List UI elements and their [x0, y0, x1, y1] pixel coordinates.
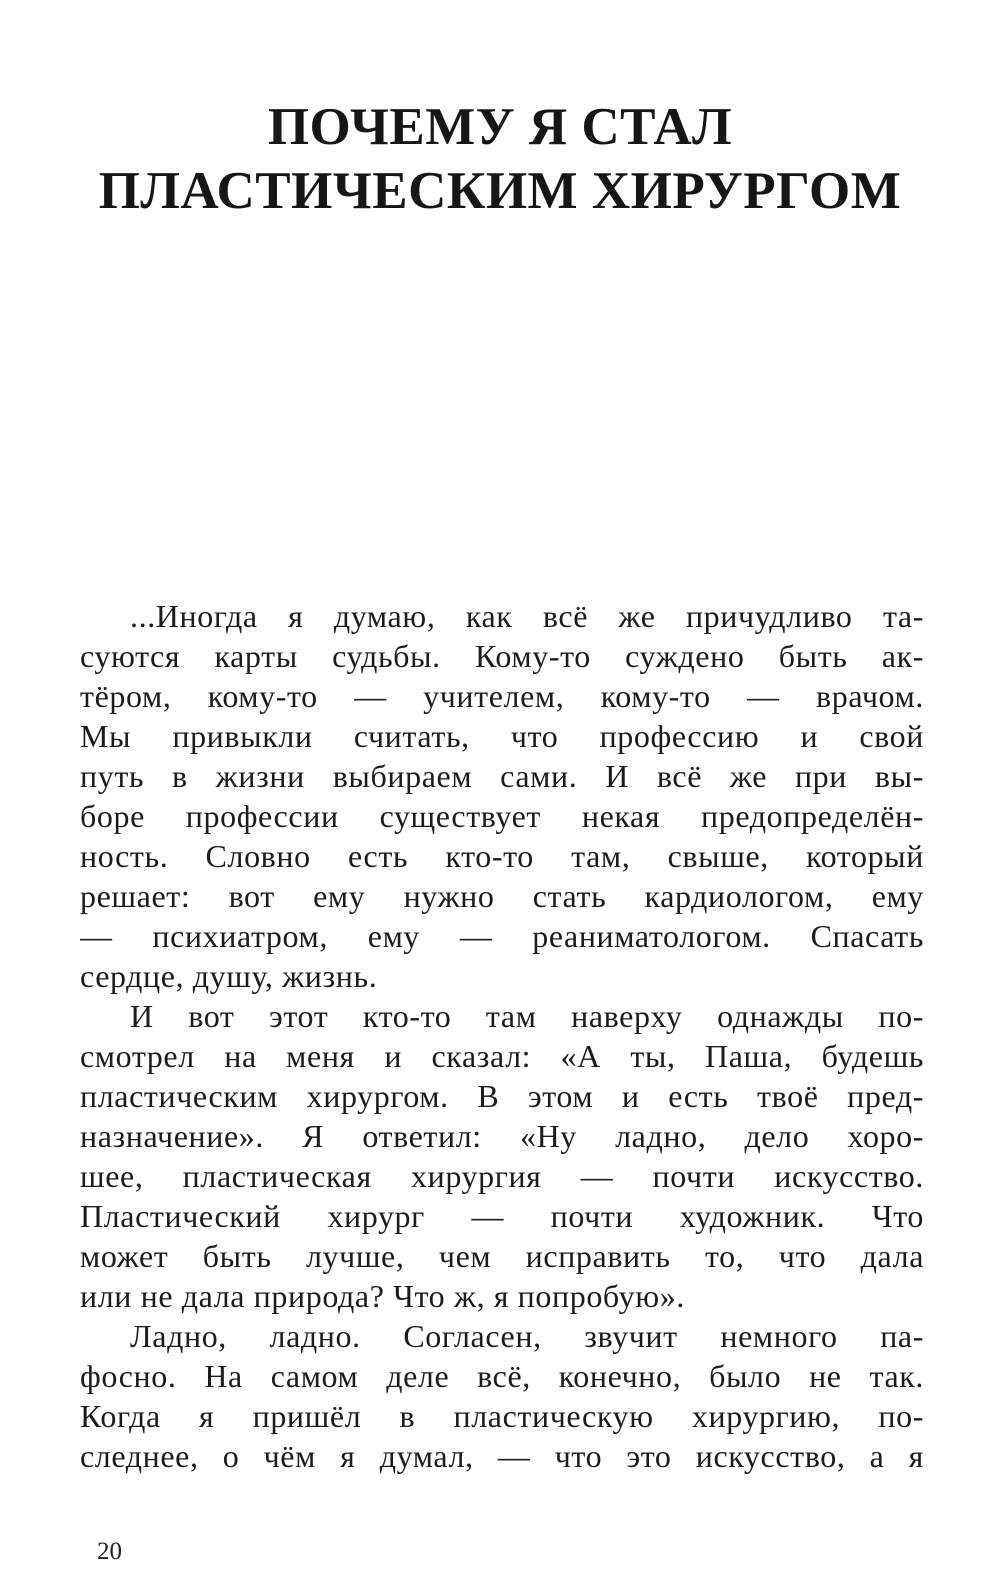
text-line: ность. Словно есть кто-то там, свыше, который: [80, 838, 924, 874]
text-line: И вот этот кто-то там наверху однажды по-: [130, 998, 924, 1034]
text-line: тёром, кому-то — учителем, кому-то — врачом.: [80, 678, 924, 714]
text-line: путь в жизни выбираем сами. И всё же при вы-: [80, 758, 924, 794]
paragraph-2: [80, 996, 924, 1316]
chapter-title-line-2: ПЛАСТИЧЕСКИМ ХИРУРГОМ: [98, 162, 902, 220]
paragraph-1: [80, 596, 924, 996]
text-line: может быть лучше, чем исправить то, что дала: [80, 1238, 924, 1274]
text-line: Ладно, ладно. Согласен, звучит немного па-: [130, 1318, 924, 1354]
text-line: шее, пластическая хирургия — почти искусство.: [80, 1158, 924, 1194]
text-line: боре профессии существует некая предопределён-: [80, 798, 924, 834]
paragraph-3: [80, 1316, 924, 1476]
chapter-title: [60, 95, 940, 223]
text-line: фосно. На самом деле всё, конечно, было не так.: [80, 1358, 924, 1394]
page-number: 20: [97, 1538, 122, 1565]
text-line: смотрел на меня и сказал: «А ты, Паша, будешь: [80, 1038, 924, 1074]
text-line: Пластический хирург — почти художник. Что: [80, 1198, 924, 1234]
text-line: сердце, душу, жизнь.: [80, 958, 378, 994]
text-line: Мы привыкли считать, что профессию и свой: [80, 718, 924, 754]
body-text: [80, 596, 924, 1476]
chapter-title-line-1: ПОЧЕМУ Я СТАЛ: [267, 98, 733, 156]
text-line: решает: вот ему нужно стать кардиологом, ему: [80, 878, 924, 914]
text-line: пластическим хирургом. В этом и есть твоё пред-: [80, 1078, 924, 1114]
text-line: ...Иногда я думаю, как всё же причудливо та-: [130, 598, 924, 634]
text-line: суются карты судьбы. Кому-то суждено быть ак-: [80, 638, 924, 674]
text-line: или не дала природа? Что ж, я попробую».: [80, 1278, 685, 1314]
text-line: следнее, о чём я думал, — что это искусство, а я: [80, 1438, 924, 1474]
text-line: назначение». Я ответил: «Ну ладно, дело хоро-: [80, 1118, 924, 1154]
text-line: — психиатром, ему — реаниматологом. Спасать: [80, 918, 924, 954]
text-line: Когда я пришёл в пластическую хирургию, по-: [80, 1398, 924, 1434]
